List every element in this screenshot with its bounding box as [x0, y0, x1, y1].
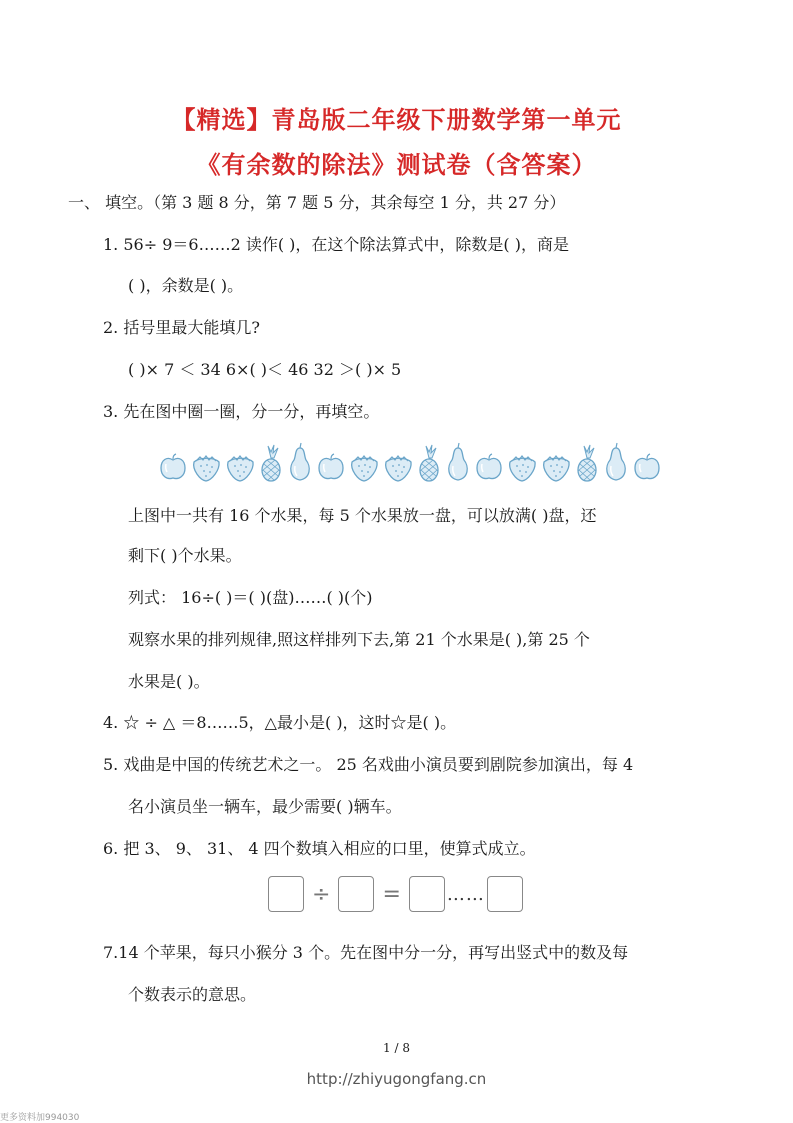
strawberry-icon [382, 454, 414, 482]
apple-icon [474, 452, 504, 482]
q3-line-6: 水果是( )。 [128, 672, 210, 691]
q5-line-2: 名小演员坐一辆车，最少需要( )辆车。 [128, 797, 402, 816]
strawberry-icon [506, 454, 538, 482]
pear-icon [444, 442, 472, 482]
pineapple-icon [258, 444, 284, 482]
corner-watermark: 更多资料加994030 [0, 1113, 80, 1123]
q7-line-1: 7.14 个苹果，每只小猴分 3 个。先在图中分一分，再写出竖式中的数及每 [103, 943, 629, 962]
remainder-dots: …… [446, 883, 485, 905]
q3-line-4: 列式： 16÷( )＝( )(盘)……( )(个) [128, 588, 373, 607]
q3-line-1: 3. 先在图中圈一圈，分一分，再填空。 [103, 402, 380, 421]
answer-box-quotient[interactable] [409, 876, 445, 912]
apple-icon [158, 452, 188, 482]
pineapple-icon [574, 444, 600, 482]
q4-line-1: 4. ☆ ÷ △ ＝8……5，△最小是( )，这时☆是( )。 [103, 713, 457, 732]
q3-line-3: 剩下( )个水果。 [128, 546, 242, 565]
pear-icon [602, 442, 630, 482]
strawberry-icon [540, 454, 572, 482]
q6-equation [268, 876, 523, 912]
answer-box-dividend[interactable] [268, 876, 304, 912]
page-number: 1 / 8 [383, 1041, 410, 1055]
title-line-2: 《有余数的除法》测试卷（含答案） [196, 150, 597, 179]
q3-line-2: 上图中一共有 16 个水果，每 5 个水果放一盘，可以放满( )盘，还 [128, 506, 597, 525]
strawberry-icon [190, 454, 222, 482]
footer-url[interactable]: http://zhiyugongfang.cn [306, 1070, 487, 1088]
apple-icon [316, 452, 346, 482]
equals-sign: = [382, 881, 401, 907]
q6-line-1: 6. 把 3、 9、 31、 4 四个数填入相应的口里，使算式成立。 [103, 839, 536, 858]
pear-icon [286, 442, 314, 482]
q2-line-2: ( )× 7 ＜ 34 6×( )＜ 46 32 ＞( )× 5 [128, 360, 402, 379]
answer-box-remainder[interactable] [487, 876, 523, 912]
strawberry-icon [348, 454, 380, 482]
fruit-row [158, 440, 662, 482]
section-1-heading: 一、 填空。（第 3 题 8 分，第 7 题 5 分，其余每空 1 分，共 27 分） [68, 193, 566, 212]
apple-icon [632, 452, 662, 482]
pineapple-icon [416, 444, 442, 482]
q5-line-1: 5. 戏曲是中国的传统艺术之一。 25 名戏曲小演员要到剧院参加演出，每 4 [103, 755, 634, 774]
title-line-1: 【精选】青岛版二年级下册数学第一单元 [171, 105, 622, 134]
q1-line-2: ( )，余数是( )。 [128, 276, 244, 295]
q3-line-5: 观察水果的排列规律,照这样排列下去,第 21 个水果是( ),第 25 个 [128, 630, 590, 649]
q1-line-1: 1. 56÷ 9＝6……2 读作( )，在这个除法算式中，除数是( )，商是 [103, 235, 569, 254]
strawberry-icon [224, 454, 256, 482]
answer-box-divisor[interactable] [338, 876, 374, 912]
q7-line-2: 个数表示的意思。 [128, 985, 257, 1004]
q2-line-1: 2. 括号里最大能填几? [103, 318, 260, 337]
division-sign: ÷ [312, 881, 331, 907]
